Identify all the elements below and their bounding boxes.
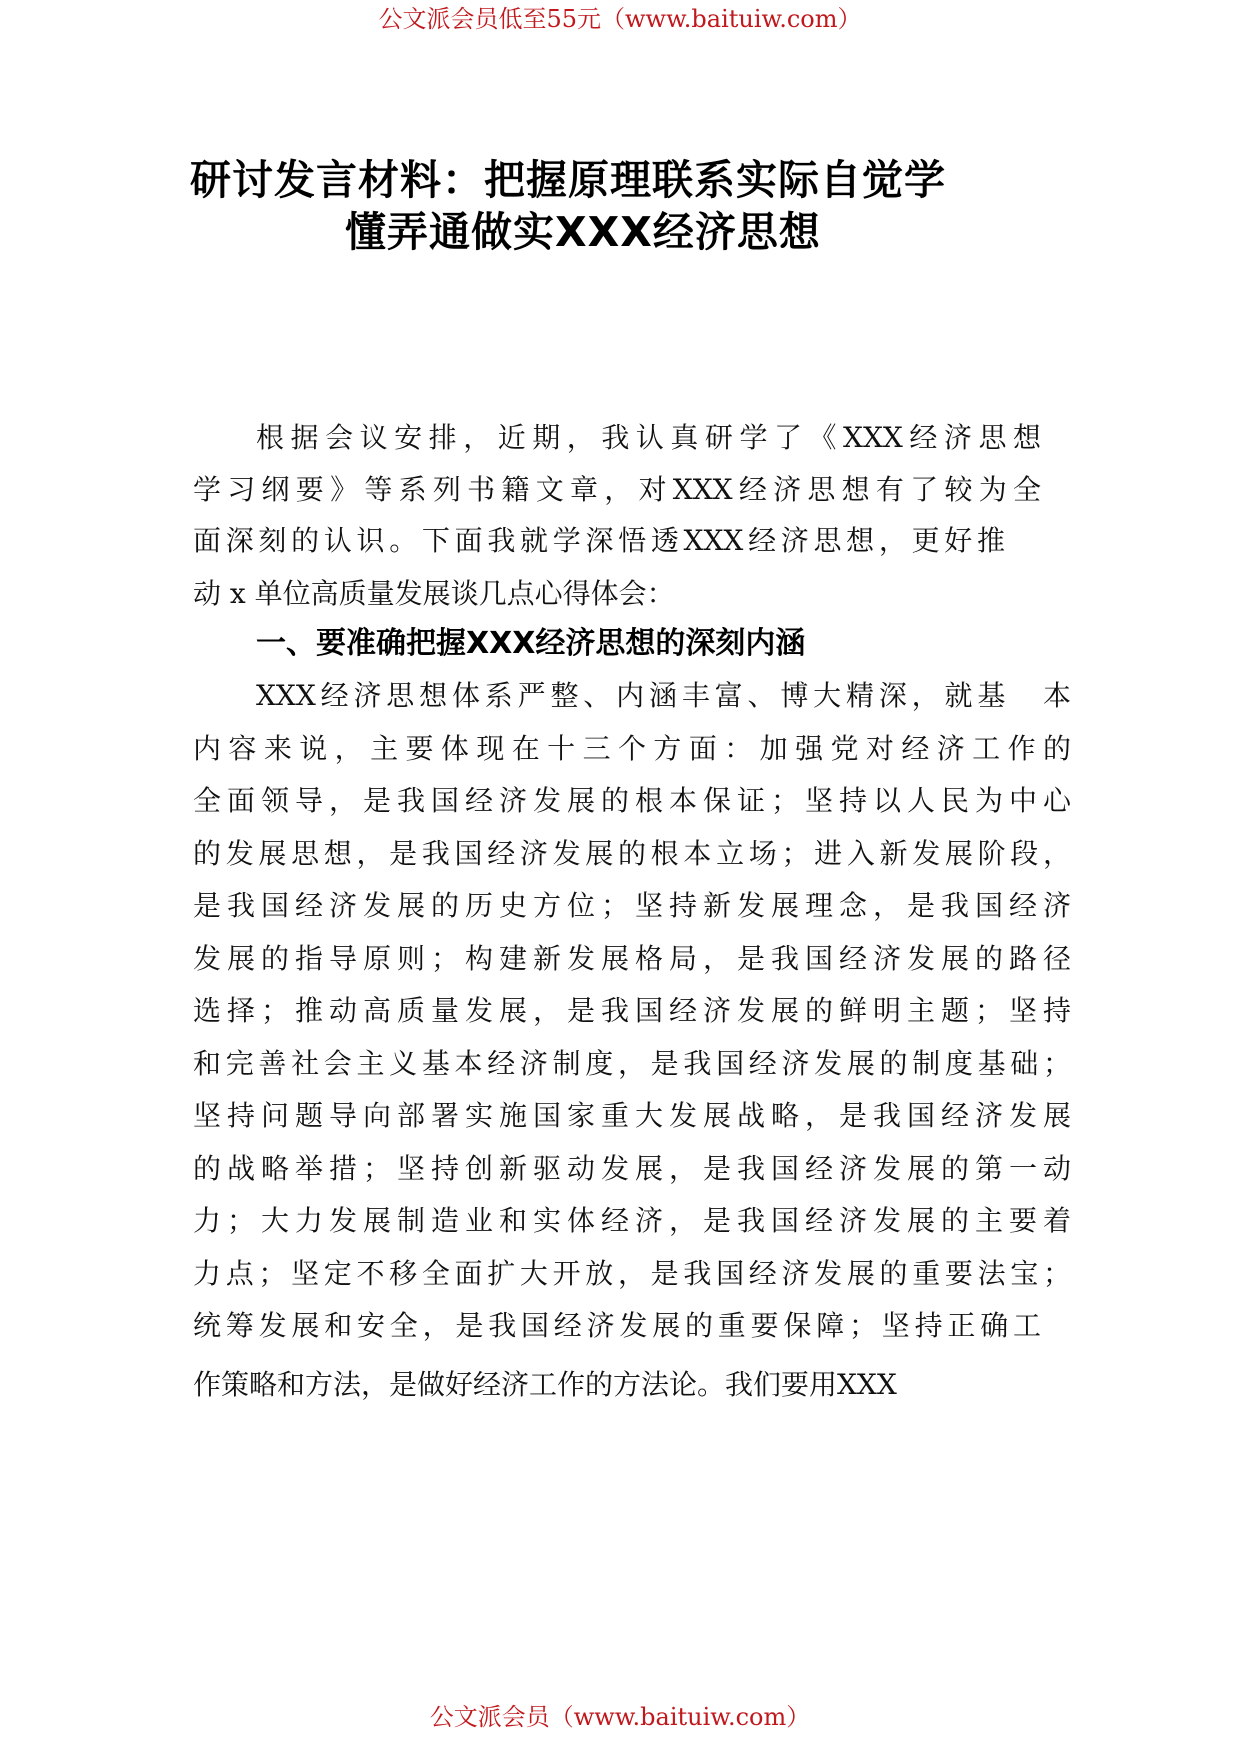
section-1-line-6: 发展的指导原则；构建新发展格局，是我国经济发展的路径 [193,942,1071,975]
intro-line-2: 学习纲要》等系列书籍文章，对XXX经济思想有了较为全 [193,473,1041,506]
section-1-line-10: 的战略举措；坚持创新驱动发展，是我国经济发展的第一动 [193,1152,1071,1185]
intro-line-4: 动 x 单位高质量发展谈几点心得体会： [193,577,675,610]
document-title-line-1: 研讨发言材料：把握原理联系实际自觉学 [190,156,946,204]
intro-line-3: 面深刻的认识。下面我就学深悟透XXX经济思想，更好推 [193,524,1005,557]
footer-watermark: 公文派会员（www.baituiw.com） [429,1703,811,1731]
section-1-line-12: 力点；坚定不移全面扩大开放，是我国经济发展的重要法宝； [193,1257,1071,1290]
section-1-line-1: XXX经济思想体系严整、内涵丰富、博大精深，就基 本 [256,679,1071,712]
section-1-heading: 一、要准确把握XXX经济思想的深刻内涵 [256,626,806,661]
intro-line-1: 根据会议安排，近期，我认真研学了《XXX经济思想 [256,421,1041,454]
section-1-line-11: 力；大力发展制造业和实体经济，是我国经济发展的主要着 [193,1204,1071,1237]
section-1-line-4: 的发展思想，是我国经济发展的根本立场；进入新发展阶段， [193,837,1071,870]
section-1-line-2: 内容来说，主要体现在十三个方面：加强党对经济工作的 [193,732,1071,765]
section-1-line-14: 作策略和方法，是做好经济工作的方法论。我们要用XXX [193,1368,897,1401]
section-1-line-13: 统筹发展和安全，是我国经济发展的重要保障；坚持正确工 [193,1309,1041,1342]
header-watermark: 公文派会员低至55元（www.baituiw.com） [378,5,862,33]
section-1-line-7: 选择；推动高质量发展，是我国经济发展的鲜明主题；坚持 [193,994,1071,1027]
document-title-line-2: 懂弄通做实XXX经济思想 [345,208,821,256]
section-1-line-9: 坚持问题导向部署实施国家重大发展战略，是我国经济发展 [193,1099,1071,1132]
section-1-line-3: 全面领导，是我国经济发展的根本保证；坚持以人民为中心 [193,784,1071,817]
section-1-line-8: 和完善社会主义基本经济制度，是我国经济发展的制度基础； [193,1047,1071,1080]
section-1-line-5: 是我国经济发展的历史方位；坚持新发展理念，是我国经济 [193,889,1071,922]
